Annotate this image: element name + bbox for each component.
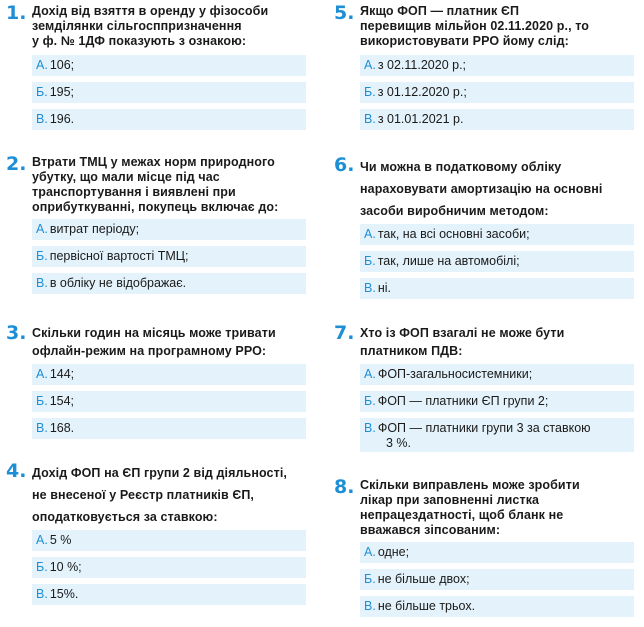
answer-option-c[interactable]: В. 15%.	[32, 584, 306, 605]
question-number: 4.	[6, 460, 27, 482]
question-number: 1.	[6, 2, 27, 24]
question-text: Дохід від взяття в оренду у фізособи земділянки сільгосппризначення у ф. № 1ДФ показують з ознакою:	[32, 4, 269, 48]
question-3	[6, 324, 306, 439]
answer-option-a[interactable]: А. одне;	[360, 542, 634, 563]
question-7	[334, 324, 634, 452]
question-number: 8.	[334, 476, 355, 498]
question-6	[334, 156, 634, 299]
question-4	[6, 462, 306, 605]
question-number: 5.	[334, 2, 355, 24]
question-text: Дохід ФОП на ЄП групи 2 від діяльності, не внесеної у Реєстр платників ЄП, оподатковується за ставкою:	[32, 466, 287, 524]
question-number: 6.	[334, 154, 355, 176]
question-number: 3.	[6, 322, 27, 344]
question-2	[6, 155, 306, 294]
question-text: Скільки годин на місяць може тривати офлайн-режим на програмному РРО:	[32, 326, 276, 358]
answer-option-b[interactable]: Б. 195;	[32, 82, 306, 103]
question-5	[334, 4, 634, 130]
answer-option-c[interactable]: В. 196.	[32, 109, 306, 130]
answer-option-a[interactable]: А. 106;	[32, 55, 306, 76]
question-number: 2.	[6, 153, 27, 175]
answer-option-a[interactable]: А. так, на всі основні засоби;	[360, 224, 634, 245]
answer-option-b[interactable]: Б. 154;	[32, 391, 306, 412]
question-text: Чи можна в податковому обліку нараховувати амортизацію на основні засоби виробничим методом:	[360, 160, 603, 218]
answer-option-a[interactable]: А. 144;	[32, 364, 306, 385]
answer-option-b[interactable]: Б. первісної вартості ТМЦ;	[32, 246, 306, 267]
question-1	[6, 4, 306, 130]
answer-option-c[interactable]: В. ФОП — платники групи 3 за ставкою 3 %.	[360, 418, 634, 452]
answer-option-b[interactable]: Б. ФОП — платники ЄП групи 2;	[360, 391, 634, 412]
answer-option-c[interactable]: В. 168.	[32, 418, 306, 439]
answer-option-c[interactable]: В. з 01.01.2021 р.	[360, 109, 634, 130]
answer-option-a[interactable]: А. ФОП-загальносистемники;	[360, 364, 634, 385]
answer-option-a[interactable]: А. витрат періоду;	[32, 219, 306, 240]
question-text: Хто із ФОП взагалі не може бути платником ПДВ:	[360, 326, 565, 358]
answer-option-c[interactable]: В. не більше трьох.	[360, 596, 634, 617]
answer-option-c[interactable]: В. в обліку не відображає.	[32, 273, 306, 294]
question-8	[334, 478, 634, 617]
answer-option-c[interactable]: В. ні.	[360, 278, 634, 299]
answer-option-b[interactable]: Б. так, лише на автомобілі;	[360, 251, 634, 272]
answer-option-b[interactable]: Б. 10 %;	[32, 557, 306, 578]
question-text: Скільки виправлень може зробити лікар при заповненні листка непрацездатності, щоб бланк не вважався зіпсованим:	[360, 478, 580, 537]
answer-option-a[interactable]: А. з 02.11.2020 р.;	[360, 55, 634, 76]
question-text: Втрати ТМЦ у межах норм природного убутку, що мали місце під час транспортування і виявлені при оприбуткуванні, покупець включає до:	[32, 155, 279, 214]
answer-option-b[interactable]: Б. не більше двох;	[360, 569, 634, 590]
answer-option-a[interactable]: А. 5 %	[32, 530, 306, 551]
answer-option-b[interactable]: Б. з 01.12.2020 р.;	[360, 82, 634, 103]
question-number: 7.	[334, 322, 355, 344]
question-text: Якщо ФОП — платник ЄП перевищив мільйон 02.11.2020 р., то використовувати РРО йому слід:	[360, 4, 590, 48]
